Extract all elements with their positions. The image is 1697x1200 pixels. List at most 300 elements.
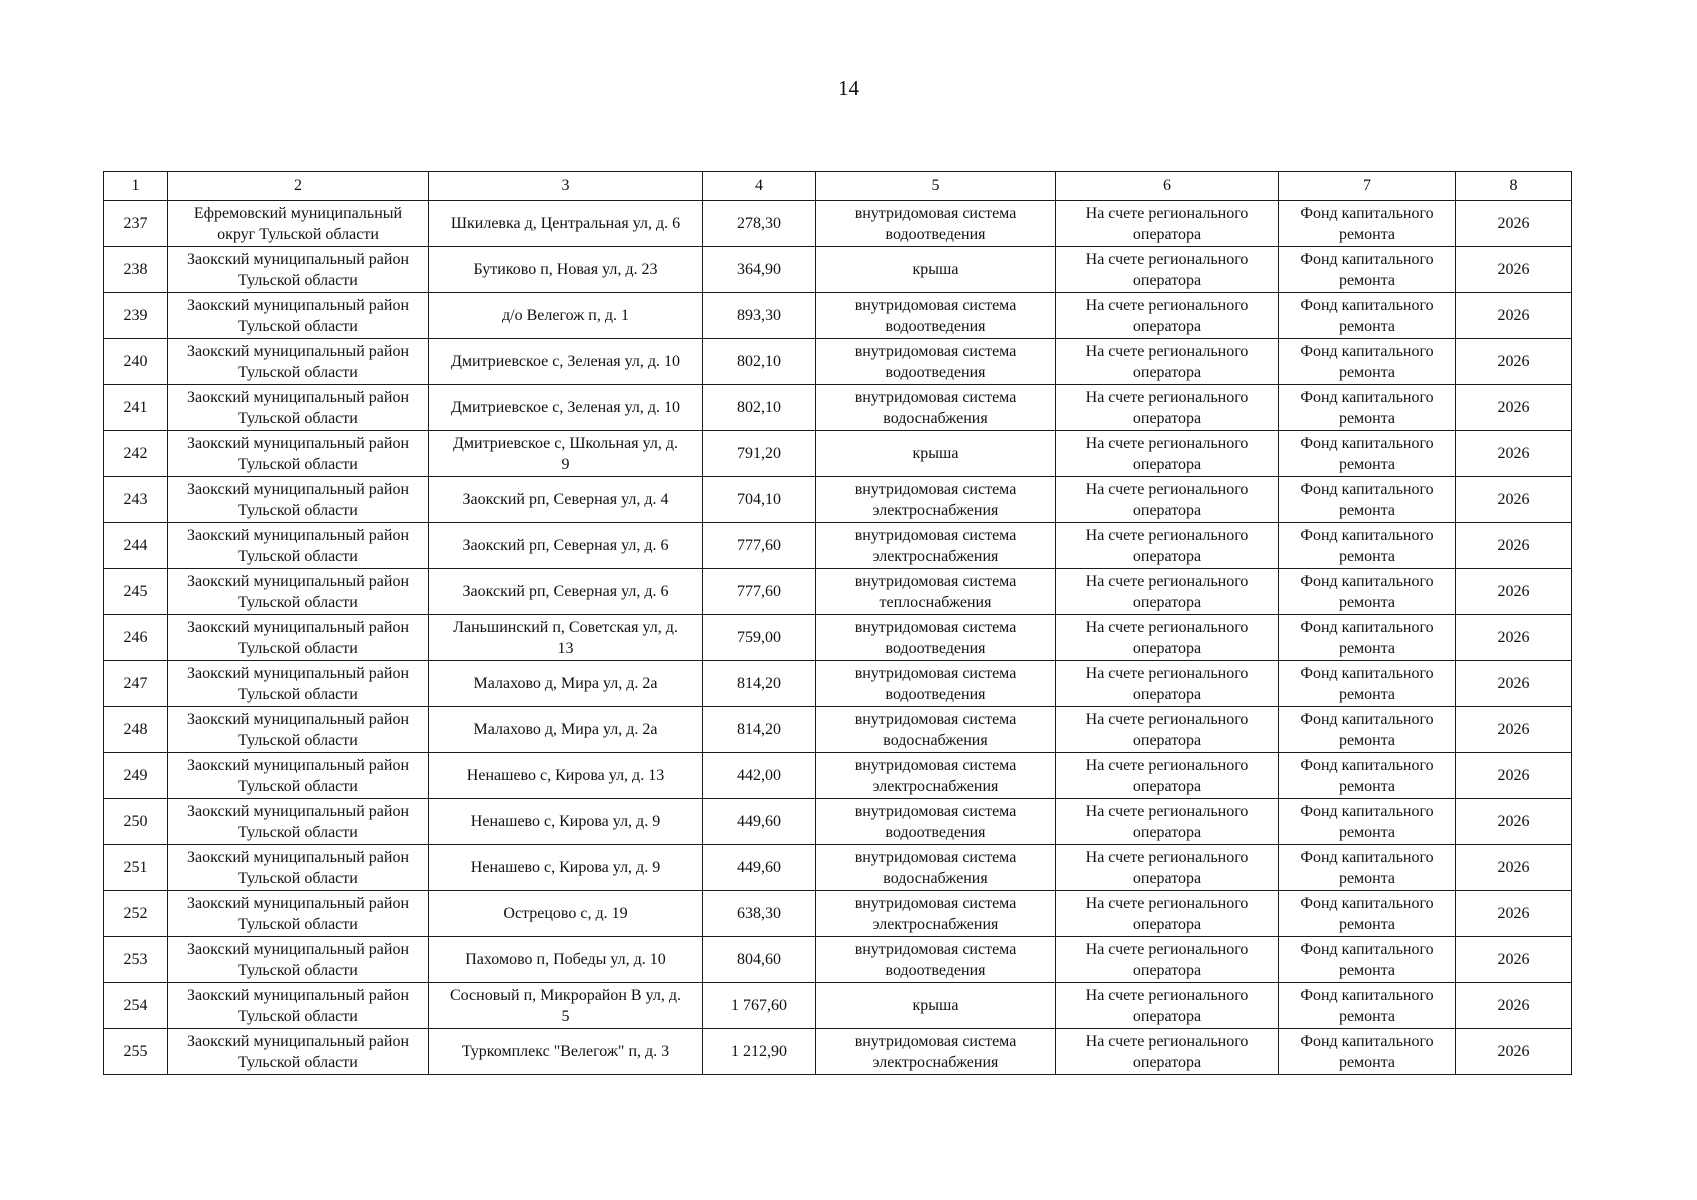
element-cell: [816, 983, 1056, 1029]
cell-line: Фонд капитального: [1300, 572, 1434, 590]
cell-line: ремонта: [1338, 1007, 1396, 1025]
header-cell: 7: [1279, 172, 1456, 201]
cell-line: Тульской области: [238, 455, 358, 473]
district-cell: [168, 983, 429, 1029]
cell-line: оператора: [1132, 501, 1202, 519]
district-cell: [168, 1029, 429, 1075]
account-cell: [1056, 247, 1279, 293]
cell-line: оператора: [1132, 547, 1202, 565]
table-row: [104, 753, 1572, 799]
header-cell: 5: [816, 172, 1056, 201]
district-cell: [168, 661, 429, 707]
element-cell: [816, 707, 1056, 753]
year-cell: 2026: [1456, 247, 1572, 293]
cell-line: оператора: [1132, 363, 1202, 381]
cell-line: оператора: [1132, 685, 1202, 703]
cell-line: Шкилевка д, Центральная ул, д. 6: [450, 215, 681, 232]
cell-line: Фонд капитального: [1300, 940, 1434, 958]
address-cell: [429, 293, 703, 339]
account-cell: [1056, 293, 1279, 339]
district-cell: [168, 937, 429, 983]
cell-line: На счете регионального: [1085, 480, 1249, 498]
table-row: [104, 937, 1572, 983]
element-cell: [816, 569, 1056, 615]
area-cell: 893,30: [703, 293, 816, 339]
cell-line: Фонд капитального: [1300, 664, 1434, 682]
cell-line: Тульской области: [238, 409, 358, 427]
row-number-cell: 250: [104, 799, 168, 845]
cell-line: ремонта: [1338, 639, 1396, 657]
address-cell: [429, 523, 703, 569]
account-cell: [1056, 569, 1279, 615]
year-cell: 2026: [1456, 523, 1572, 569]
cell-line: внутридомовая система: [854, 526, 1017, 544]
cell-line: Фонд капитального: [1300, 250, 1434, 268]
element-cell: [816, 937, 1056, 983]
district-cell: [168, 293, 429, 339]
cell-line: ремонта: [1338, 363, 1396, 381]
fund-cell: [1279, 293, 1456, 339]
table-row: [104, 523, 1572, 569]
account-cell: [1056, 707, 1279, 753]
address-cell: [429, 339, 703, 385]
account-cell: [1056, 799, 1279, 845]
address-cell: [429, 615, 703, 661]
cell-line: На счете регионального: [1085, 296, 1249, 314]
table-row: [104, 247, 1572, 293]
area-cell: 791,20: [703, 431, 816, 477]
cell-line: Фонд капитального: [1300, 342, 1434, 360]
area-cell: 704,10: [703, 477, 816, 523]
account-cell: [1056, 753, 1279, 799]
table-row: [104, 293, 1572, 339]
cell-line: Ефремовский муниципальный: [193, 204, 403, 222]
table-row: [104, 845, 1572, 891]
fund-cell: [1279, 1029, 1456, 1075]
fund-cell: [1279, 753, 1456, 799]
account-cell: [1056, 201, 1279, 247]
district-cell: [168, 431, 429, 477]
address-cell: [429, 937, 703, 983]
area-cell: 1 212,90: [703, 1029, 816, 1075]
area-cell: 777,60: [703, 523, 816, 569]
cell-line: оператора: [1132, 731, 1202, 749]
cell-line: ремонта: [1338, 731, 1396, 749]
cell-line: Фонд капитального: [1300, 802, 1434, 820]
cell-line: Тульской области: [238, 271, 358, 289]
cell-line: оператора: [1132, 639, 1202, 657]
element-cell: [816, 1029, 1056, 1075]
table-row: [104, 431, 1572, 477]
cell-line: Заокский муниципальный район: [186, 480, 410, 498]
fund-cell: [1279, 891, 1456, 937]
cell-line: теплоснабжения: [879, 593, 992, 611]
area-cell: 1 767,60: [703, 983, 816, 1029]
cell-line: оператора: [1132, 1007, 1202, 1025]
district-cell: [168, 523, 429, 569]
cell-line: внутридомовая система: [854, 940, 1017, 958]
cell-line: Заокский муниципальный район: [186, 572, 410, 590]
fund-cell: [1279, 523, 1456, 569]
address-cell: [429, 477, 703, 523]
year-cell: 2026: [1456, 983, 1572, 1029]
fund-cell: [1279, 431, 1456, 477]
district-cell: [168, 385, 429, 431]
cell-line: электроснабжения: [872, 1053, 999, 1071]
cell-line: внутридомовая система: [854, 572, 1017, 590]
account-cell: [1056, 339, 1279, 385]
cell-line: Заокский муниципальный район: [186, 1032, 410, 1050]
cell-line: На счете регионального: [1085, 848, 1249, 866]
cell-line: ремонта: [1338, 685, 1396, 703]
element-cell: [816, 661, 1056, 707]
cell-line: водоотведения: [885, 317, 986, 335]
account-cell: [1056, 891, 1279, 937]
cell-line: ремонта: [1338, 593, 1396, 611]
address-cell: [429, 201, 703, 247]
cell-line: На счете регионального: [1085, 664, 1249, 682]
year-cell: 2026: [1456, 937, 1572, 983]
cell-line: Дмитриевское с, Зеленая ул, д. 10: [450, 399, 681, 416]
cell-line: Тульской области: [238, 501, 358, 519]
cell-line: На счете регионального: [1085, 710, 1249, 728]
cell-line: оператора: [1132, 1053, 1202, 1071]
row-number-cell: 245: [104, 569, 168, 615]
cell-line: оператора: [1132, 593, 1202, 611]
cell-line: ремонта: [1338, 271, 1396, 289]
table-row: [104, 201, 1572, 247]
table-row: [104, 569, 1572, 615]
cell-line: оператора: [1132, 225, 1202, 243]
cell-line: внутридомовая система: [854, 664, 1017, 682]
cell-line: Ненашево с, Кирова ул, д. 9: [470, 813, 661, 830]
year-cell: 2026: [1456, 477, 1572, 523]
cell-line: Тульской области: [238, 547, 358, 565]
address-cell: [429, 983, 703, 1029]
cell-line: крыша: [912, 997, 959, 1014]
account-cell: [1056, 431, 1279, 477]
area-cell: 814,20: [703, 661, 816, 707]
cell-line: ремонта: [1338, 501, 1396, 519]
district-cell: [168, 615, 429, 661]
year-cell: 2026: [1456, 201, 1572, 247]
cell-line: Фонд капитального: [1300, 894, 1434, 912]
address-cell: [429, 845, 703, 891]
row-number-cell: 243: [104, 477, 168, 523]
cell-line: внутридомовая система: [854, 710, 1017, 728]
year-cell: 2026: [1456, 339, 1572, 385]
cell-line: На счете регионального: [1085, 986, 1249, 1004]
row-number-cell: 240: [104, 339, 168, 385]
cell-line: Фонд капитального: [1300, 986, 1434, 1004]
address-cell: [429, 385, 703, 431]
fund-cell: [1279, 707, 1456, 753]
element-cell: [816, 891, 1056, 937]
cell-line: Фонд капитального: [1300, 526, 1434, 544]
cell-line: На счете регионального: [1085, 250, 1249, 268]
element-cell: [816, 523, 1056, 569]
cell-line: На счете регионального: [1085, 1032, 1249, 1050]
cell-line: Заокский муниципальный район: [186, 526, 410, 544]
header-cell: 1: [104, 172, 168, 201]
cell-line: На счете регионального: [1085, 342, 1249, 360]
cell-line: Тульской области: [238, 869, 358, 887]
area-cell: 802,10: [703, 385, 816, 431]
cell-line: Заокский рп, Северная ул, д. 4: [462, 491, 669, 508]
year-cell: 2026: [1456, 661, 1572, 707]
cell-line: ремонта: [1338, 869, 1396, 887]
cell-line: Малахово д, Мира ул, д. 2а: [473, 721, 658, 738]
cell-line: электроснабжения: [872, 915, 999, 933]
fund-cell: [1279, 799, 1456, 845]
cell-line: водоснабжения: [883, 869, 988, 887]
district-cell: [168, 477, 429, 523]
year-cell: 2026: [1456, 569, 1572, 615]
district-cell: [168, 753, 429, 799]
account-cell: [1056, 385, 1279, 431]
area-cell: 364,90: [703, 247, 816, 293]
table-row: [104, 477, 1572, 523]
address-cell: [429, 891, 703, 937]
cell-line: Фонд капитального: [1300, 1032, 1434, 1050]
cell-line: На счете регионального: [1085, 756, 1249, 774]
cell-line: оператора: [1132, 271, 1202, 289]
area-cell: 449,60: [703, 799, 816, 845]
cell-line: ремонта: [1338, 455, 1396, 473]
area-cell: 814,20: [703, 707, 816, 753]
cell-line: ремонта: [1338, 409, 1396, 427]
cell-line: Заокский рп, Северная ул, д. 6: [462, 537, 669, 554]
cell-line: Сосновый п, Микрорайон В ул, д.: [449, 986, 682, 1004]
cell-line: ремонта: [1338, 961, 1396, 979]
cell-line: Фонд капитального: [1300, 434, 1434, 452]
element-cell: [816, 845, 1056, 891]
cell-line: Фонд капитального: [1300, 618, 1434, 636]
account-cell: [1056, 1029, 1279, 1075]
header-cell: 6: [1056, 172, 1279, 201]
year-cell: 2026: [1456, 431, 1572, 477]
address-cell: [429, 707, 703, 753]
row-number-cell: 237: [104, 201, 168, 247]
cell-line: 13: [557, 639, 574, 657]
header-cell: 8: [1456, 172, 1572, 201]
cell-line: Ненашево с, Кирова ул, д. 13: [466, 767, 665, 784]
cell-line: внутридомовая система: [854, 296, 1017, 314]
cell-line: На счете регионального: [1085, 434, 1249, 452]
element-cell: [816, 293, 1056, 339]
cell-line: Дмитриевское с, Зеленая ул, д. 10: [450, 353, 681, 370]
cell-line: Фонд капитального: [1300, 710, 1434, 728]
account-cell: [1056, 477, 1279, 523]
cell-line: 5: [561, 1007, 570, 1025]
cell-line: ремонта: [1338, 1053, 1396, 1071]
cell-line: Тульской области: [238, 317, 358, 335]
cell-line: ремонта: [1338, 823, 1396, 841]
table-row: [104, 615, 1572, 661]
row-number-cell: 251: [104, 845, 168, 891]
cell-line: оператора: [1132, 823, 1202, 841]
row-number-cell: 244: [104, 523, 168, 569]
element-cell: [816, 201, 1056, 247]
cell-line: внутридомовая система: [854, 388, 1017, 406]
fund-cell: [1279, 339, 1456, 385]
cell-line: На счете регионального: [1085, 526, 1249, 544]
cell-line: ремонта: [1338, 547, 1396, 565]
area-cell: 638,30: [703, 891, 816, 937]
element-cell: [816, 385, 1056, 431]
district-cell: [168, 201, 429, 247]
cell-line: Заокский муниципальный район: [186, 434, 410, 452]
header-cell: 4: [703, 172, 816, 201]
cell-line: ремонта: [1338, 225, 1396, 243]
repair-schedule-table: [103, 171, 1572, 1075]
row-number-cell: 238: [104, 247, 168, 293]
cell-line: Заокский муниципальный район: [186, 618, 410, 636]
cell-line: Заокский муниципальный район: [186, 940, 410, 958]
cell-line: Заокский муниципальный район: [186, 986, 410, 1004]
cell-line: ремонта: [1338, 777, 1396, 795]
cell-line: внутридомовая система: [854, 848, 1017, 866]
cell-line: крыша: [912, 261, 959, 278]
cell-line: внутридомовая система: [854, 618, 1017, 636]
cell-line: электроснабжения: [872, 547, 999, 565]
district-cell: [168, 569, 429, 615]
cell-line: Бутиково п, Новая ул, д. 23: [473, 261, 658, 278]
fund-cell: [1279, 569, 1456, 615]
cell-line: Заокский муниципальный район: [186, 756, 410, 774]
cell-line: внутридомовая система: [854, 894, 1017, 912]
area-cell: 442,00: [703, 753, 816, 799]
cell-line: Тульской области: [238, 823, 358, 841]
area-cell: 759,00: [703, 615, 816, 661]
table-row: [104, 707, 1572, 753]
cell-line: Дмитриевское с, Школьная ул, д.: [453, 434, 678, 452]
header-row: [104, 172, 1572, 201]
cell-line: электроснабжения: [872, 777, 999, 795]
cell-line: Заокский муниципальный район: [186, 388, 410, 406]
table-row: [104, 339, 1572, 385]
district-cell: [168, 799, 429, 845]
cell-line: электроснабжения: [872, 501, 999, 519]
cell-line: Заокский муниципальный район: [186, 296, 410, 314]
cell-line: Заокский муниципальный район: [186, 710, 410, 728]
cell-line: оператора: [1132, 915, 1202, 933]
area-cell: 802,10: [703, 339, 816, 385]
cell-line: Тульской области: [238, 1053, 358, 1071]
cell-line: Фонд капитального: [1300, 296, 1434, 314]
area-cell: 777,60: [703, 569, 816, 615]
fund-cell: [1279, 477, 1456, 523]
cell-line: оператора: [1132, 409, 1202, 427]
table-row: [104, 891, 1572, 937]
row-number-cell: 254: [104, 983, 168, 1029]
cell-line: оператора: [1132, 317, 1202, 335]
header-cell: 2: [168, 172, 429, 201]
fund-cell: [1279, 937, 1456, 983]
table-body: [104, 172, 1572, 1075]
cell-line: На счете регионального: [1085, 572, 1249, 590]
cell-line: ремонта: [1338, 317, 1396, 335]
address-cell: [429, 1029, 703, 1075]
cell-line: Тульской области: [238, 961, 358, 979]
cell-line: Заокский муниципальный район: [186, 664, 410, 682]
district-cell: [168, 247, 429, 293]
cell-line: округ Тульской области: [217, 225, 379, 243]
year-cell: 2026: [1456, 891, 1572, 937]
cell-line: внутридомовая система: [854, 342, 1017, 360]
cell-line: водоснабжения: [883, 409, 988, 427]
address-cell: [429, 431, 703, 477]
cell-line: Туркомплекс "Велегож" п, д. 3: [461, 1043, 670, 1060]
account-cell: [1056, 983, 1279, 1029]
year-cell: 2026: [1456, 385, 1572, 431]
district-cell: [168, 707, 429, 753]
cell-line: водоснабжения: [883, 731, 988, 749]
cell-line: Фонд капитального: [1300, 848, 1434, 866]
fund-cell: [1279, 983, 1456, 1029]
row-number-cell: 246: [104, 615, 168, 661]
cell-line: ремонта: [1338, 915, 1396, 933]
cell-line: Ланьшинский п, Советская ул, д.: [453, 618, 678, 636]
cell-line: водоотведения: [885, 225, 986, 243]
address-cell: [429, 569, 703, 615]
year-cell: 2026: [1456, 1029, 1572, 1075]
element-cell: [816, 477, 1056, 523]
cell-line: Тульской области: [238, 1007, 358, 1025]
address-cell: [429, 753, 703, 799]
cell-line: 9: [561, 455, 570, 473]
cell-line: Заокский муниципальный район: [186, 848, 410, 866]
row-number-cell: 252: [104, 891, 168, 937]
cell-line: На счете регионального: [1085, 940, 1249, 958]
fund-cell: [1279, 615, 1456, 661]
account-cell: [1056, 661, 1279, 707]
row-number-cell: 247: [104, 661, 168, 707]
cell-line: Тульской области: [238, 363, 358, 381]
cell-line: Заокский рп, Северная ул, д. 6: [462, 583, 669, 600]
cell-line: д/о Велегож п, д. 1: [502, 307, 629, 324]
cell-line: Тульской области: [238, 685, 358, 703]
cell-line: оператора: [1132, 961, 1202, 979]
cell-line: Тульской области: [238, 915, 358, 933]
row-number-cell: 253: [104, 937, 168, 983]
cell-line: водоотведения: [885, 961, 986, 979]
year-cell: 2026: [1456, 615, 1572, 661]
cell-line: Фонд капитального: [1300, 204, 1434, 222]
year-cell: 2026: [1456, 799, 1572, 845]
cell-line: Заокский муниципальный район: [186, 802, 410, 820]
district-cell: [168, 339, 429, 385]
area-cell: 449,60: [703, 845, 816, 891]
cell-line: Фонд капитального: [1300, 388, 1434, 406]
cell-line: внутридомовая система: [854, 1032, 1017, 1050]
cell-line: На счете регионального: [1085, 894, 1249, 912]
year-cell: 2026: [1456, 845, 1572, 891]
cell-line: Заокский муниципальный район: [186, 250, 410, 268]
table-row: [104, 1029, 1572, 1075]
row-number-cell: 249: [104, 753, 168, 799]
cell-line: Тульской области: [238, 639, 358, 657]
row-number-cell: 255: [104, 1029, 168, 1075]
year-cell: 2026: [1456, 707, 1572, 753]
cell-line: оператора: [1132, 455, 1202, 473]
row-number-cell: 239: [104, 293, 168, 339]
account-cell: [1056, 523, 1279, 569]
cell-line: водоотведения: [885, 363, 986, 381]
table-row: [104, 661, 1572, 707]
cell-line: Тульской области: [238, 731, 358, 749]
cell-line: внутридомовая система: [854, 204, 1017, 222]
